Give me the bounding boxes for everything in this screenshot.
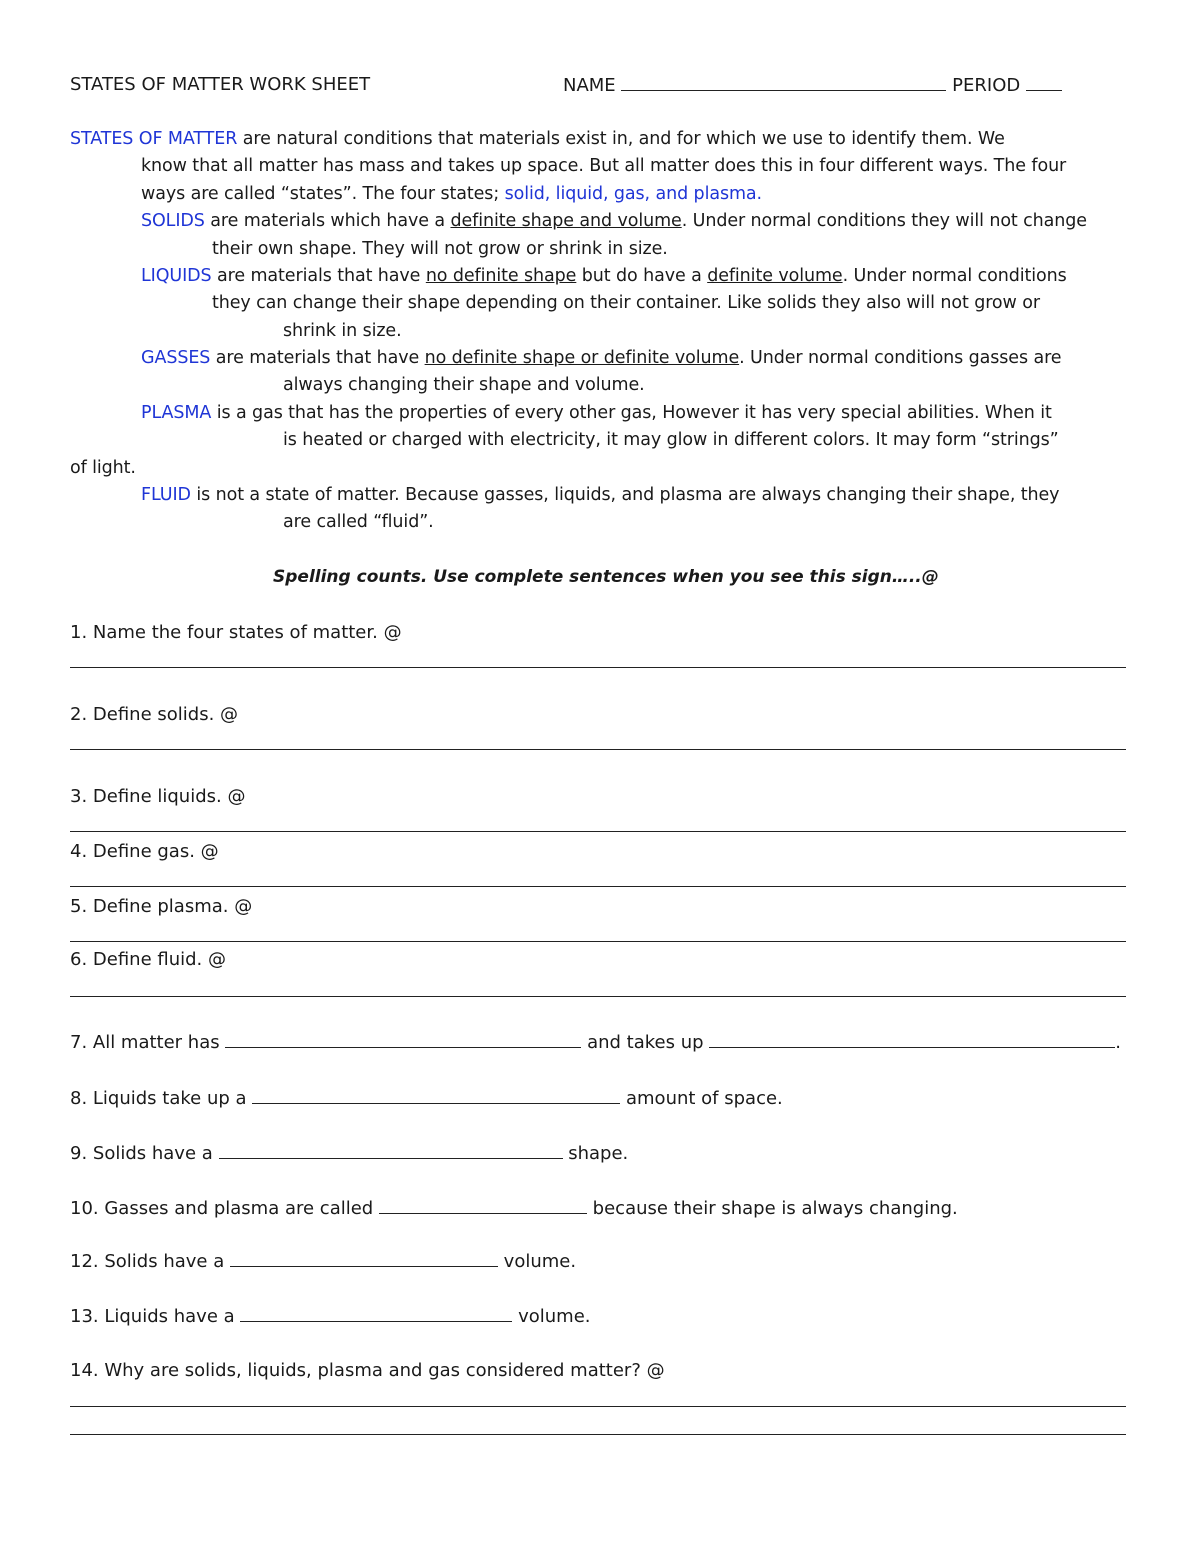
gasses-line-2: always changing their shape and volume. bbox=[283, 375, 645, 395]
solids-underline: definite shape and volume bbox=[450, 211, 682, 231]
plasma-line-2: is heated or charged with electricity, it may glow in different colors. It may form “strings” bbox=[283, 430, 1059, 450]
intro-line-1 bbox=[70, 129, 1005, 149]
question-8 bbox=[70, 1087, 783, 1109]
gasses-term: GASSES bbox=[141, 348, 211, 368]
name-blank[interactable] bbox=[621, 74, 946, 91]
answer-line-2[interactable] bbox=[70, 749, 1126, 750]
question-8-text-a: 8. Liquids take up a bbox=[70, 1088, 253, 1109]
fluid-term: FLUID bbox=[141, 485, 191, 505]
intro-text-3: ways are called “states”. The four states; bbox=[141, 184, 505, 204]
question-7-blank-2[interactable] bbox=[709, 1031, 1115, 1048]
liquids-term: LIQUIDS bbox=[141, 266, 212, 286]
question-7-blank-1[interactable] bbox=[225, 1031, 581, 1048]
question-6: 6. Define fluid. @ bbox=[70, 949, 226, 970]
fluid-line-2: are called “fluid”. bbox=[283, 512, 434, 532]
fluid-line-1 bbox=[141, 485, 1059, 505]
worksheet-title: STATES OF MATTER WORK SHEET bbox=[70, 74, 371, 95]
liquids-text-b: but do have a bbox=[576, 266, 708, 286]
name-label: NAME bbox=[563, 75, 616, 96]
question-4: 4. Define gas. @ bbox=[70, 841, 219, 862]
solids-line-1 bbox=[141, 211, 1087, 231]
name-field[interactable] bbox=[563, 74, 1062, 96]
liquids-text-c: . Under normal conditions bbox=[842, 266, 1067, 286]
question-7 bbox=[70, 1031, 1121, 1053]
question-12-text-b: volume. bbox=[497, 1251, 577, 1272]
answer-line-4[interactable] bbox=[70, 886, 1126, 887]
answer-line-3[interactable] bbox=[70, 831, 1126, 832]
liquids-text-a: are materials that have bbox=[211, 266, 426, 286]
answer-line-14a[interactable] bbox=[70, 1406, 1126, 1407]
intro-states-list: solid, liquid, gas, and plasma. bbox=[504, 184, 763, 204]
plasma-line-3: of light. bbox=[70, 458, 136, 478]
question-10-blank[interactable] bbox=[379, 1197, 587, 1214]
instruction-text: Spelling counts. Use complete sentences when you see this sign…..@ bbox=[273, 567, 939, 587]
question-7-text-b: and takes up bbox=[581, 1032, 710, 1053]
gasses-underline: no definite shape or definite volume bbox=[424, 348, 740, 368]
question-12-blank[interactable] bbox=[230, 1250, 498, 1267]
solids-line-2: their own shape. They will not grow or shrink in size. bbox=[212, 239, 668, 259]
answer-line-1[interactable] bbox=[70, 667, 1126, 668]
period-label: PERIOD bbox=[952, 75, 1021, 96]
question-9-text-a: 9. Solids have a bbox=[70, 1143, 219, 1164]
question-5: 5. Define plasma. @ bbox=[70, 896, 253, 917]
intro-line-2: know that all matter has mass and takes up space. But all matter does this in four different ways. The four bbox=[141, 156, 1067, 176]
solids-text-a: are materials which have a bbox=[204, 211, 451, 231]
question-2: 2. Define solids. @ bbox=[70, 704, 239, 725]
intro-line-3 bbox=[141, 184, 762, 204]
answer-line-5[interactable] bbox=[70, 941, 1126, 942]
question-10-text-a: 10. Gasses and plasma are called bbox=[70, 1198, 379, 1219]
intro-text-1: are natural conditions that materials exist in, and for which we use to identify them. We bbox=[237, 129, 1005, 149]
question-13 bbox=[70, 1305, 591, 1327]
period-blank[interactable] bbox=[1026, 74, 1062, 91]
question-9-text-b: shape. bbox=[562, 1143, 629, 1164]
question-10 bbox=[70, 1197, 958, 1219]
question-13-text-a: 13. Liquids have a bbox=[70, 1306, 241, 1327]
question-7-text-c: . bbox=[1115, 1032, 1122, 1053]
answer-line-14b[interactable] bbox=[70, 1434, 1126, 1435]
liquids-line-1 bbox=[141, 266, 1067, 286]
plasma-text-1: is a gas that has the properties of every other gas, However it has very special abilities. When it bbox=[211, 403, 1052, 423]
intro-term: STATES OF MATTER bbox=[70, 129, 238, 149]
question-13-blank[interactable] bbox=[240, 1305, 512, 1322]
question-10-text-b: because their shape is always changing. bbox=[586, 1198, 958, 1219]
question-9 bbox=[70, 1142, 628, 1164]
question-12-text-a: 12. Solids have a bbox=[70, 1251, 230, 1272]
fluid-text-1: is not a state of matter. Because gasses, liquids, and plasma are always changing their shape, they bbox=[190, 485, 1060, 505]
answer-line-6[interactable] bbox=[70, 996, 1126, 997]
question-1: 1. Name the four states of matter. @ bbox=[70, 622, 402, 643]
gasses-text-a: are materials that have bbox=[210, 348, 425, 368]
question-8-blank[interactable] bbox=[252, 1087, 620, 1104]
liquids-line-3: shrink in size. bbox=[283, 321, 402, 341]
question-8-text-b: amount of space. bbox=[620, 1088, 783, 1109]
question-13-text-b: volume. bbox=[512, 1306, 591, 1327]
plasma-term: PLASMA bbox=[141, 403, 212, 423]
liquids-underline-1: no definite shape bbox=[425, 266, 577, 286]
liquids-underline-2: definite volume bbox=[707, 266, 843, 286]
question-14: 14. Why are solids, liquids, plasma and gas considered matter? @ bbox=[70, 1360, 665, 1381]
plasma-line-1 bbox=[141, 403, 1052, 423]
question-3: 3. Define liquids. @ bbox=[70, 786, 246, 807]
gasses-text-b: . Under normal conditions gasses are bbox=[739, 348, 1062, 368]
solids-text-b: . Under normal conditions they will not change bbox=[681, 211, 1087, 231]
gasses-line-1 bbox=[141, 348, 1061, 368]
question-9-blank[interactable] bbox=[219, 1142, 563, 1159]
solids-term: SOLIDS bbox=[141, 211, 205, 231]
liquids-line-2: they can change their shape depending on their container. Like solids they also will not grow or bbox=[212, 293, 1040, 313]
question-12 bbox=[70, 1250, 576, 1272]
question-7-text-a: 7. All matter has bbox=[70, 1032, 226, 1053]
